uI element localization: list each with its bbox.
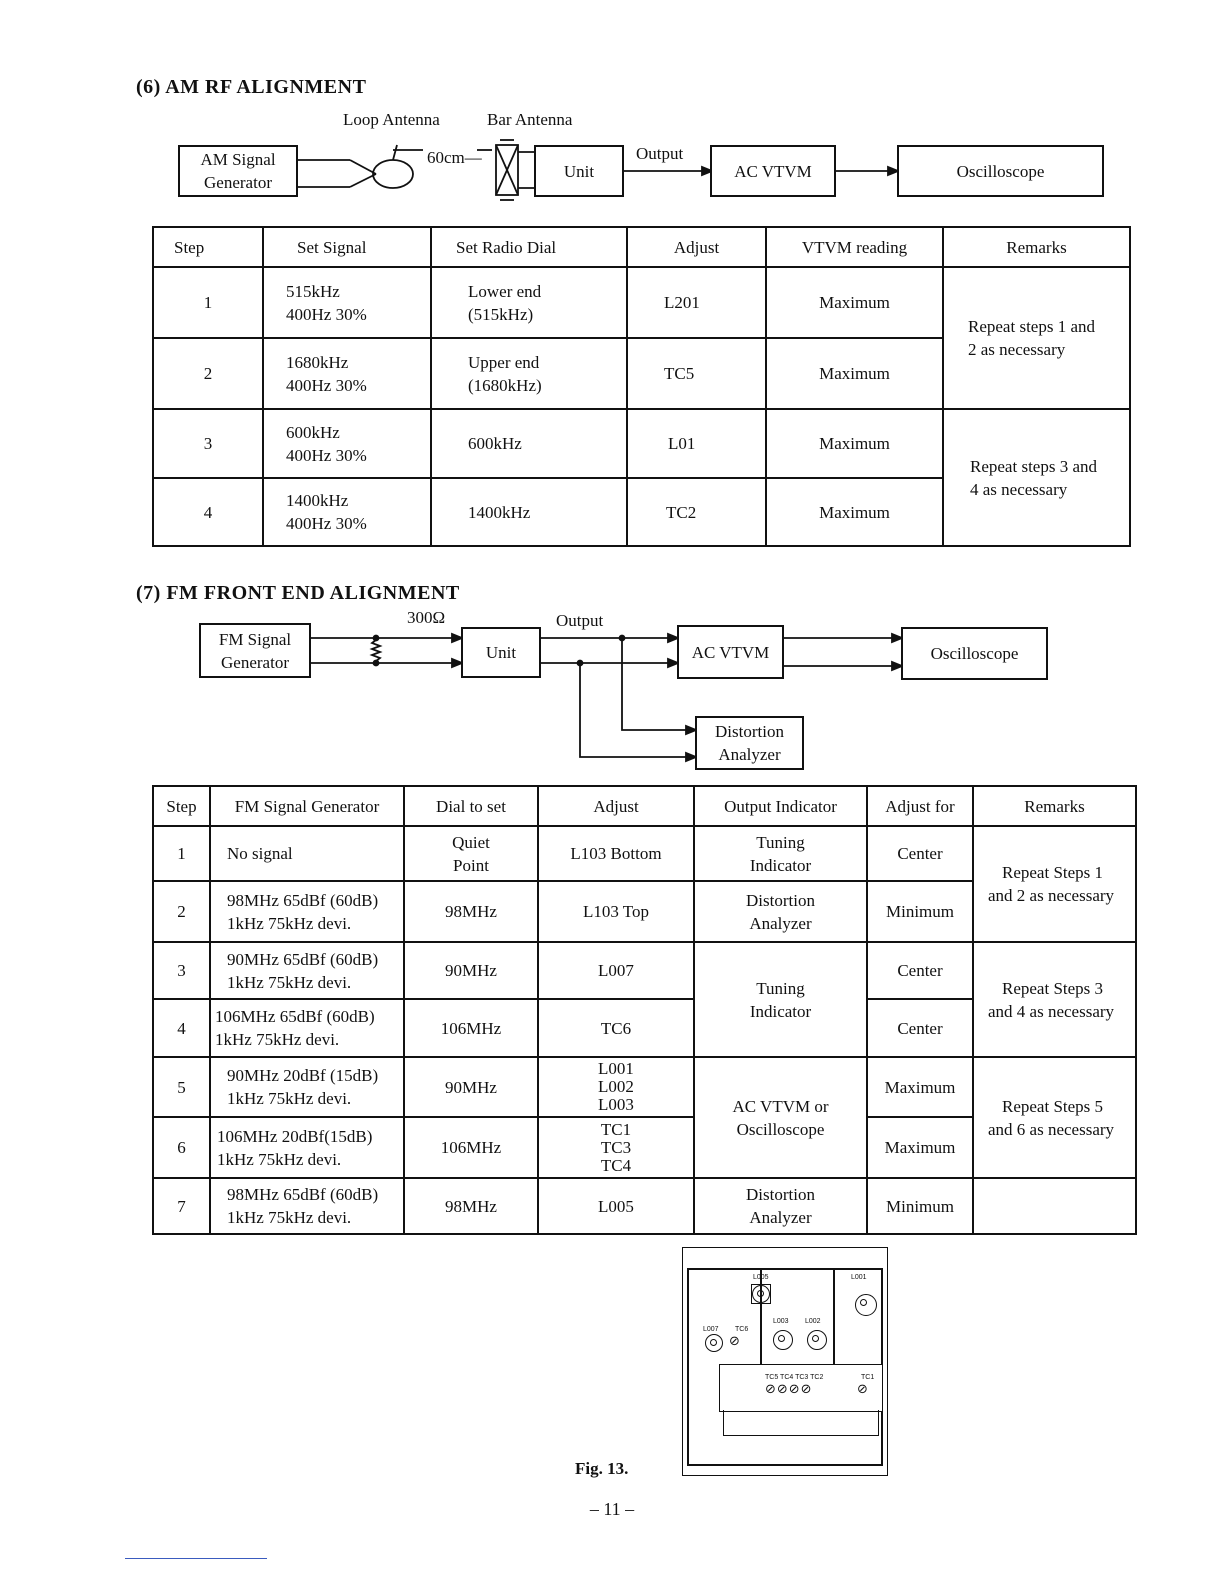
adjust-cell: TC6 xyxy=(538,999,694,1057)
signal-cell: 600kHz 400Hz 30% xyxy=(263,409,431,478)
dial-cell: 90MHz xyxy=(404,1057,538,1117)
adjust-for-cell: Center xyxy=(867,826,973,881)
reading-cell: Maximum xyxy=(766,267,943,338)
reading-cell: Maximum xyxy=(766,338,943,409)
page-number: – 11 – xyxy=(589,1499,635,1519)
dial-cell: 90MHz xyxy=(404,942,538,999)
table-row xyxy=(153,1178,1136,1234)
adjust-cell: TC1 TC3 TC4 xyxy=(538,1117,694,1178)
step-cell: 5 xyxy=(153,1057,210,1117)
l001-core-icon xyxy=(855,1294,877,1316)
adjust-cell: L201 xyxy=(627,267,766,338)
adjust-for-cell: Maximum xyxy=(867,1057,973,1117)
remarks-cell: Repeat Steps 5 and 6 as necessary xyxy=(973,1057,1136,1178)
table-header-row xyxy=(153,786,1136,826)
fm-alignment-table xyxy=(152,785,1137,1235)
am-output-label: Output xyxy=(636,144,684,163)
remarks-cell: Repeat steps 3 and 4 as necessary xyxy=(943,409,1130,546)
tc-trimmer-icons: ⊘⊘⊘⊘ xyxy=(765,1382,813,1397)
col-header: Output Indicator xyxy=(694,786,867,826)
table-row xyxy=(153,1057,1136,1117)
signal-cell: 1680kHz 400Hz 30% xyxy=(263,338,431,409)
generator-cell: 90MHz 65dBf (60dB) 1kHz 75kHz devi. xyxy=(210,942,404,999)
col-header: FM Signal Generator xyxy=(210,786,404,826)
indicator-cell: Distortion Analyzer xyxy=(694,1178,867,1234)
l003-label: L003 xyxy=(773,1318,789,1325)
dial-cell: Lower end (515kHz) xyxy=(431,267,627,338)
step-cell: 2 xyxy=(153,881,210,942)
remarks-cell xyxy=(973,1178,1136,1234)
col-header: Dial to set xyxy=(404,786,538,826)
step-cell: 4 xyxy=(153,999,210,1057)
indicator-cell: AC VTVM or Oscilloscope xyxy=(694,1057,867,1178)
generator-cell: 98MHz 65dBf (60dB) 1kHz 75kHz devi. xyxy=(210,881,404,942)
step-cell: 3 xyxy=(153,942,210,999)
adjust-cell: L005 xyxy=(538,1178,694,1234)
signal-cell: 515kHz 400Hz 30% xyxy=(263,267,431,338)
remarks-cell: Repeat steps 1 and 2 as necessary xyxy=(943,267,1130,409)
l002-label: L002 xyxy=(805,1318,821,1325)
am-oscilloscope-box: Oscilloscope xyxy=(897,145,1104,197)
adjust-cell: TC2 xyxy=(627,478,766,546)
l002-core-icon xyxy=(807,1330,827,1350)
col-header: Set Radio Dial xyxy=(431,227,627,267)
reading-cell: Maximum xyxy=(766,478,943,546)
fig13-board xyxy=(682,1247,888,1476)
fm-vtvm-box: AC VTVM xyxy=(677,625,784,679)
fm-section-heading: (7) FM FRONT END ALIGNMENT xyxy=(136,582,460,604)
dial-cell: Quiet Point xyxy=(404,826,538,881)
tc-row-label: TC5 TC4 TC3 TC2 xyxy=(765,1374,824,1381)
table-row xyxy=(153,826,1136,881)
step-cell: 3 xyxy=(153,409,263,478)
adjust-cell: L001 L002 L003 xyxy=(538,1057,694,1117)
step-cell: 7 xyxy=(153,1178,210,1234)
distortion-analyzer-box: Distortion Analyzer xyxy=(695,716,804,770)
l003-core-icon xyxy=(773,1330,793,1350)
signal-cell: 1400kHz 400Hz 30% xyxy=(263,478,431,546)
tc6-label: TC6 xyxy=(735,1326,749,1333)
tc1-label: TC1 xyxy=(861,1374,875,1381)
step-cell: 2 xyxy=(153,338,263,409)
dial-cell: 1400kHz xyxy=(431,478,627,546)
adjust-for-cell: Center xyxy=(867,942,973,999)
col-header: Step xyxy=(153,227,263,267)
loop-antenna-label: Loop Antenna xyxy=(343,110,440,129)
remarks-cell: Repeat Steps 3 and 4 as necessary xyxy=(973,942,1136,1057)
adjust-for-cell: Minimum xyxy=(867,881,973,942)
remarks-cell: Repeat Steps 1 and 2 as necessary xyxy=(973,826,1136,942)
adjust-cell: TC5 xyxy=(627,338,766,409)
col-header: Step xyxy=(153,786,210,826)
l005-label: L005 xyxy=(753,1274,769,1281)
l007-label: L007 xyxy=(703,1326,719,1333)
figure-caption: Fig. 13. xyxy=(575,1459,629,1478)
table-row xyxy=(153,942,1136,999)
col-header: Adjust xyxy=(627,227,766,267)
dial-cell: 106MHz xyxy=(404,1117,538,1178)
dial-cell: Upper end (1680kHz) xyxy=(431,338,627,409)
bar-antenna-label: Bar Antenna xyxy=(487,110,573,129)
adjust-for-cell: Minimum xyxy=(867,1178,973,1234)
impedance-label: 300Ω xyxy=(407,608,446,627)
generator-cell: No signal xyxy=(210,826,404,881)
step-cell: 1 xyxy=(153,267,263,338)
col-header: Remarks xyxy=(973,786,1136,826)
l001-label: L001 xyxy=(851,1274,867,1281)
step-cell: 6 xyxy=(153,1117,210,1178)
am-signal-generator-box: AM Signal Generator xyxy=(178,145,298,197)
indicator-cell: Tuning Indicator xyxy=(694,942,867,1057)
adjust-cell: L01 xyxy=(627,409,766,478)
adjust-cell: L007 xyxy=(538,942,694,999)
step-cell: 1 xyxy=(153,826,210,881)
adjust-for-cell: Maximum xyxy=(867,1117,973,1178)
adjust-cell: L103 Bottom xyxy=(538,826,694,881)
tc1-trimmer-icon: ⊘ xyxy=(857,1382,868,1397)
reading-cell: Maximum xyxy=(766,409,943,478)
col-header: Remarks xyxy=(943,227,1130,267)
indicator-cell: Tuning Indicator xyxy=(694,826,867,881)
l005-core-icon xyxy=(752,1285,770,1303)
col-header: Set Signal xyxy=(263,227,431,267)
generator-cell: 106MHz 65dBf (60dB) 1kHz 75kHz devi. xyxy=(210,999,404,1057)
am-unit-box: Unit xyxy=(534,145,624,197)
col-header: Adjust for xyxy=(867,786,973,826)
generator-cell: 90MHz 20dBf (15dB) 1kHz 75kHz devi. xyxy=(210,1057,404,1117)
dial-cell: 106MHz xyxy=(404,999,538,1057)
footer-rule xyxy=(125,1558,267,1559)
col-header: VTVM reading xyxy=(766,227,943,267)
am-vtvm-box: AC VTVM xyxy=(710,145,836,197)
fm-output-label: Output xyxy=(556,611,604,630)
distance-label: 60cm— xyxy=(427,148,482,167)
dial-cell: 98MHz xyxy=(404,1178,538,1234)
fm-oscilloscope-box: Oscilloscope xyxy=(901,627,1048,680)
dial-cell: 600kHz xyxy=(431,409,627,478)
generator-cell: 98MHz 65dBf (60dB) 1kHz 75kHz devi. xyxy=(210,1178,404,1234)
am-section-heading: (6) AM RF ALIGNMENT xyxy=(136,76,367,98)
col-header: Adjust xyxy=(538,786,694,826)
step-cell: 4 xyxy=(153,478,263,546)
indicator-cell: Distortion Analyzer xyxy=(694,881,867,942)
fm-signal-generator-box: FM Signal Generator xyxy=(199,623,311,678)
dial-cell: 98MHz xyxy=(404,881,538,942)
tc6-trimmer-icon: ⊘ xyxy=(729,1334,740,1349)
resistor-icon xyxy=(372,640,380,661)
generator-cell: 106MHz 20dBf(15dB) 1kHz 75kHz devi. xyxy=(210,1117,404,1178)
l007-core-icon xyxy=(705,1334,723,1352)
adjust-for-cell: Center xyxy=(867,999,973,1057)
adjust-cell: L103 Top xyxy=(538,881,694,942)
fm-unit-box: Unit xyxy=(461,627,541,678)
